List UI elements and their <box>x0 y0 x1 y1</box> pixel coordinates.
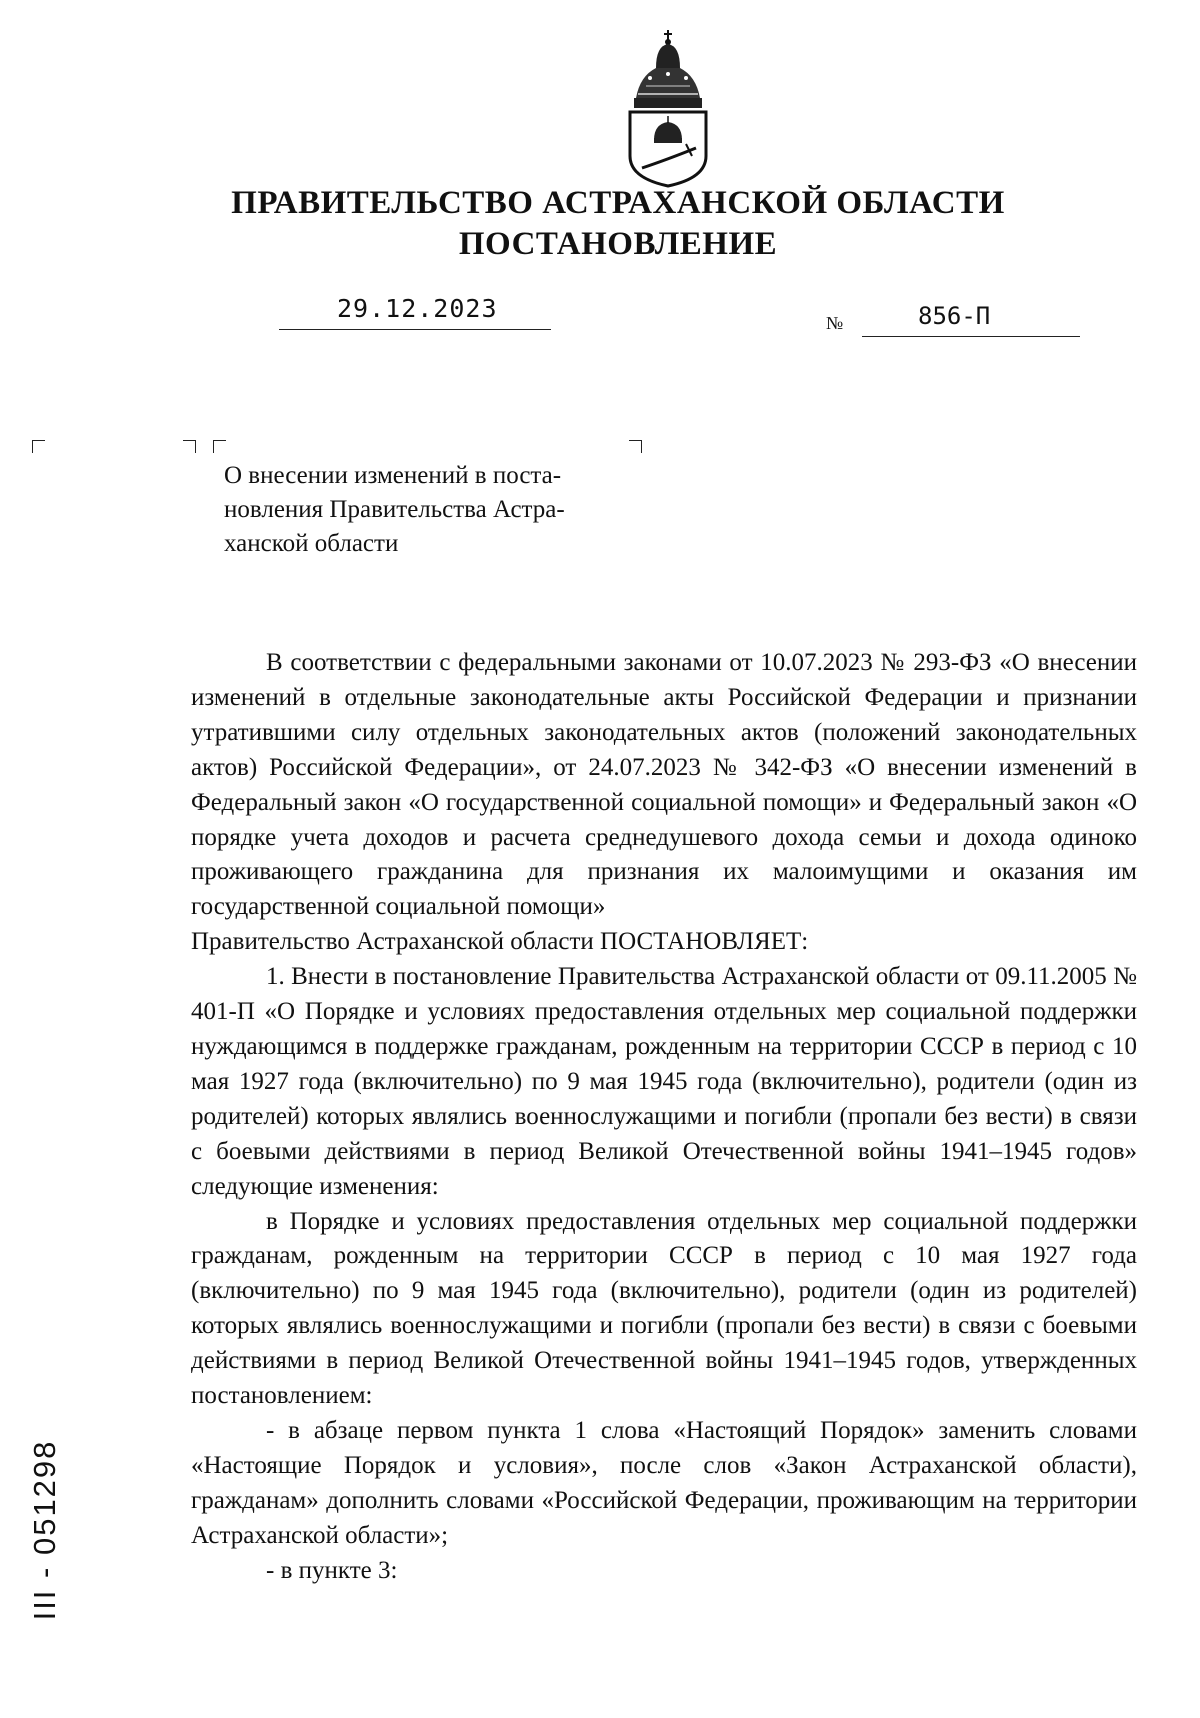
corner-mark <box>32 440 45 453</box>
body-paragraph: в Порядке и условиях предоставления отдельных мер социальной поддержки гражданам, рожденным на территории СССР в период с 10 мая 1927 года (включительно) по 9 мая 1945 года (включительно), родители (один из родителей) которых являлись военнослужащими и погибли (пропали без вести) в связи с боевыми действиями в период Великой Отечественной войны 1941–1945 годов, утвержденных постановлением: <box>191 1207 1137 1410</box>
corner-mark <box>183 440 196 453</box>
subject-line: ханской области <box>224 530 399 557</box>
corner-mark <box>629 440 642 453</box>
resolution-clause: Правительство Астраханской области ПОСТАНОВЛЯЕТ: <box>191 928 809 956</box>
document-type: ПОСТАНОВЛЕНИЕ <box>458 226 778 262</box>
serial-stamp <box>20 1370 70 1690</box>
organization-title: ПРАВИТЕЛЬСТВО АСТРАХАНСКОЙ ОБЛАСТИ <box>231 185 1005 221</box>
number-sign: № <box>826 313 844 333</box>
subject-line: новления Правительства Астра- <box>224 496 565 523</box>
serial-number: III - 051298 <box>27 1439 62 1621</box>
body-paragraph: - в пункте 3: <box>266 1556 398 1584</box>
number-underline <box>862 336 1080 337</box>
body-paragraph: - в абзаце первом пункта 1 слова «Настоящий Порядок» заменить словами «Настоящие Порядок и условия», после слов «Закон Астраханской области), гражданам» дополнить словами «Российской Федерации, проживающим на территории Астраханской области»; <box>191 1416 1137 1549</box>
document-date: 29.12.2023 <box>337 294 498 323</box>
body-paragraph: 1. Внести в постановление Правительства Астраханской области от 09.11.2005 № 401-П «О Порядке и условиях предоставления отдельных мер социальной поддержки нуждающимся в поддержке гражданам, рожденным на территории СССР в период с 10 мая 1927 года (включительно) по 9 мая 1945 года (включительно), родители (один из родителей) которых являлись военнослужащими и погибли (пропали без вести) в связи с боевыми действиями в период Великой Отечественной войны 1941–1945 годов» следующие изменения: <box>191 963 1137 1200</box>
coat-of-arms-icon <box>626 28 710 188</box>
document-subject <box>224 459 634 561</box>
document-number: 856-П <box>918 302 991 330</box>
document-body <box>191 646 1137 1588</box>
subject-line: О внесении изменений в поста- <box>224 462 562 489</box>
preamble-paragraph: В соответствии с федеральными законами от 10.07.2023 № 293-ФЗ «О внесении изменений в отдельные законодательные акты Российской Федерации и признании утратившими силу отдельных законодательных актов (положений законодательных актов) Российской Федерации», от 24.07.2023 № 342-ФЗ «О внесении изменений в Федеральный закон «О государственной социальной помощи» и Федеральный закон «О порядке учета доходов и расчета среднедушевого дохода семьи и дохода одиноко проживающего гражданина для признания их малоимущими и оказания им государственной социальной помощи» <box>191 649 1137 921</box>
corner-mark <box>213 440 226 453</box>
date-underline <box>279 329 551 330</box>
